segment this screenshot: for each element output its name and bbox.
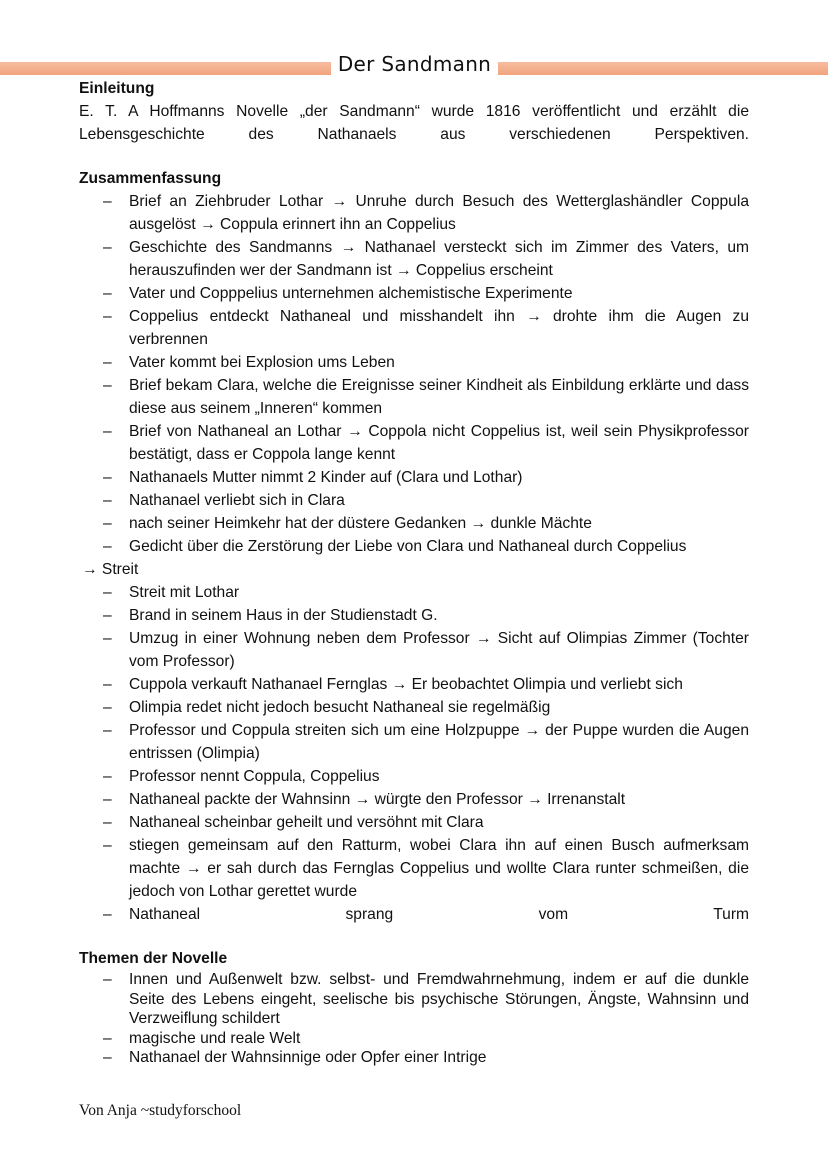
dash-bullet: – — [103, 814, 112, 831]
list-item-text: Brief bekam Clara, welche die Ereignisse seiner Kindheit als Einbildung erklärte und dass diese aus seinem „Inneren“ kommen — [129, 377, 749, 417]
decorative-bar-right — [498, 62, 828, 75]
list-item-text: stiegen gemeinsam auf den Ratturm, wobei Clara ihn auf einen Busch aufmerksam machte → er sah durch das Fernglas Coppelius und wollte Clara runter schmeißen, die jedoch von Lothar gerettet wurde — [129, 837, 749, 900]
list-item-text: Nathaneal packte der Wahnsinn → würgte den Professor → Irrenanstalt — [129, 791, 626, 808]
dash-bullet: – — [103, 377, 112, 394]
list-item-text: Professor nennt Coppula, Coppelius — [129, 768, 380, 785]
dash-bullet: – — [103, 676, 112, 693]
list-item — [79, 512, 749, 535]
list-item — [79, 374, 749, 420]
title-header — [0, 52, 828, 78]
dash-bullet: – — [103, 308, 112, 325]
dash-bullet: – — [103, 193, 112, 210]
dash-bullet: – — [103, 630, 112, 647]
list-item-text: Professor und Coppula streiten sich um eine Holzpuppe → der Puppe wurden die Augen entrissen (Olimpia) — [129, 722, 749, 762]
dash-bullet: – — [103, 515, 112, 532]
dash-bullet: – — [103, 906, 112, 923]
list-item-text: Nathanael der Wahnsinnige oder Opfer einer Intrige — [129, 1049, 487, 1066]
list-item — [79, 236, 749, 282]
list-item — [79, 903, 749, 926]
list-item-text: Vater und Copppelius unternehmen alchemistische Experimente — [129, 285, 573, 302]
list-item — [79, 1029, 749, 1049]
list-item-text: Innen und Außenwelt bzw. selbst- und Fremdwahrnehmung, indem er auf die dunkle Seite des Lebens eingeht, seelische bis psychische Störungen, Ängste, Wahnsinn und Verzweiflung schildert — [129, 971, 749, 1027]
list-item — [79, 190, 749, 236]
list-item — [79, 834, 749, 903]
intro-text: E. T. A Hoffmanns Novelle „der Sandmann“ wurde 1816 veröffentlicht und erzählt die Lebensgeschichte des Nathanaels aus verschiedenen Perspektiven. — [79, 103, 749, 143]
list-item — [79, 604, 749, 627]
list-item-text: Geschichte des Sandmanns → Nathanael versteckt sich im Zimmer des Vaters, um herauszufinden wer der Sandmann ist → Coppelius erscheint — [129, 239, 749, 279]
document-body — [79, 77, 749, 1068]
dash-bullet: – — [103, 285, 112, 302]
dash-bullet: – — [103, 584, 112, 601]
dash-bullet: – — [103, 722, 112, 739]
list-item — [79, 351, 749, 374]
list-item-text: Streit mit Lothar — [129, 584, 240, 601]
arrow-line: → Streit — [82, 561, 139, 578]
dash-bullet: – — [103, 971, 112, 988]
dash-bullet: – — [103, 423, 112, 440]
list-item-text: Brief an Ziehbruder Lothar → Unruhe durch Besuch des Wetterglashändler Coppula ausgelöst → Coppula erinnert ihn an Coppelius — [129, 193, 749, 233]
list-item — [79, 673, 749, 696]
list-item-text: Gedicht über die Zerstörung der Liebe von Clara und Nathaneal durch Coppelius — [129, 538, 687, 555]
dash-bullet: – — [103, 699, 112, 716]
list-item — [79, 696, 749, 719]
list-item-text: Vater kommt bei Explosion ums Leben — [129, 354, 395, 371]
dash-bullet: – — [103, 791, 112, 808]
list-item-text: Brand in seinem Haus in der Studienstadt G. — [129, 607, 438, 624]
list-item — [79, 305, 749, 351]
list-item — [79, 788, 749, 811]
dash-bullet: – — [103, 768, 112, 785]
list-item-text: Nathanael verliebt sich in Clara — [129, 492, 345, 509]
list-item-text: Nathanaels Mutter nimmt 2 Kinder auf (Clara und Lothar) — [129, 469, 523, 486]
themes-heading: Themen der Novelle — [79, 950, 228, 967]
themes-list — [79, 970, 749, 1068]
list-item — [79, 719, 749, 765]
list-item-text: Coppelius entdeckt Nathaneal und misshandelt ihn → drohte ihm die Augen zu verbrennen — [129, 308, 749, 348]
dash-bullet: – — [103, 492, 112, 509]
list-item-text: Nathaneal sprang vom Turm — [129, 906, 749, 923]
summary-heading: Zusammenfassung — [79, 170, 222, 187]
dash-bullet: – — [103, 1049, 112, 1066]
list-item — [79, 581, 749, 604]
list-item-text: Olimpia redet nicht jedoch besucht Nathaneal sie regelmäßig — [129, 699, 551, 716]
list-item-text: Cuppola verkauft Nathanael Fernglas → Er beobachtet Olimpia und verliebt sich — [129, 676, 683, 693]
list-item-text: magische und reale Welt — [129, 1029, 301, 1047]
list-item — [79, 282, 749, 305]
dash-bullet: – — [103, 538, 112, 555]
dash-bullet: – — [103, 239, 112, 256]
list-item-text: Nathaneal scheinbar geheilt und versöhnt mit Clara — [129, 814, 484, 831]
list-item — [79, 970, 749, 1029]
decorative-bar-left — [0, 62, 331, 75]
page-title: Der Sandmann — [337, 52, 492, 76]
list-item — [79, 535, 749, 558]
list-item — [79, 627, 749, 673]
list-item — [79, 420, 749, 466]
dash-bullet: – — [103, 469, 112, 486]
footer-credit: Von Anja ~studyforschool — [79, 1102, 242, 1119]
list-item — [79, 765, 749, 788]
list-item — [79, 466, 749, 489]
list-item — [79, 1048, 749, 1068]
list-item-text: Brief von Nathaneal an Lothar → Coppola nicht Coppelius ist, weil sein Physikprofessor bestätigt, dass er Coppola lange kennt — [129, 423, 749, 463]
list-item — [79, 489, 749, 512]
list-item-text: Umzug in einer Wohnung neben dem Professor → Sicht auf Olimpias Zimmer (Tochter vom Professor) — [129, 630, 749, 670]
intro-heading: Einleitung — [79, 80, 155, 97]
list-item — [79, 811, 749, 834]
dash-bullet: – — [103, 607, 112, 624]
list-item-text: nach seiner Heimkehr hat der düstere Gedanken → dunkle Mächte — [129, 515, 592, 532]
dash-bullet: – — [103, 1029, 112, 1047]
dash-bullet: – — [103, 837, 112, 854]
summary-list-a — [79, 190, 749, 558]
dash-bullet: – — [103, 354, 112, 371]
summary-list-b — [79, 581, 749, 926]
